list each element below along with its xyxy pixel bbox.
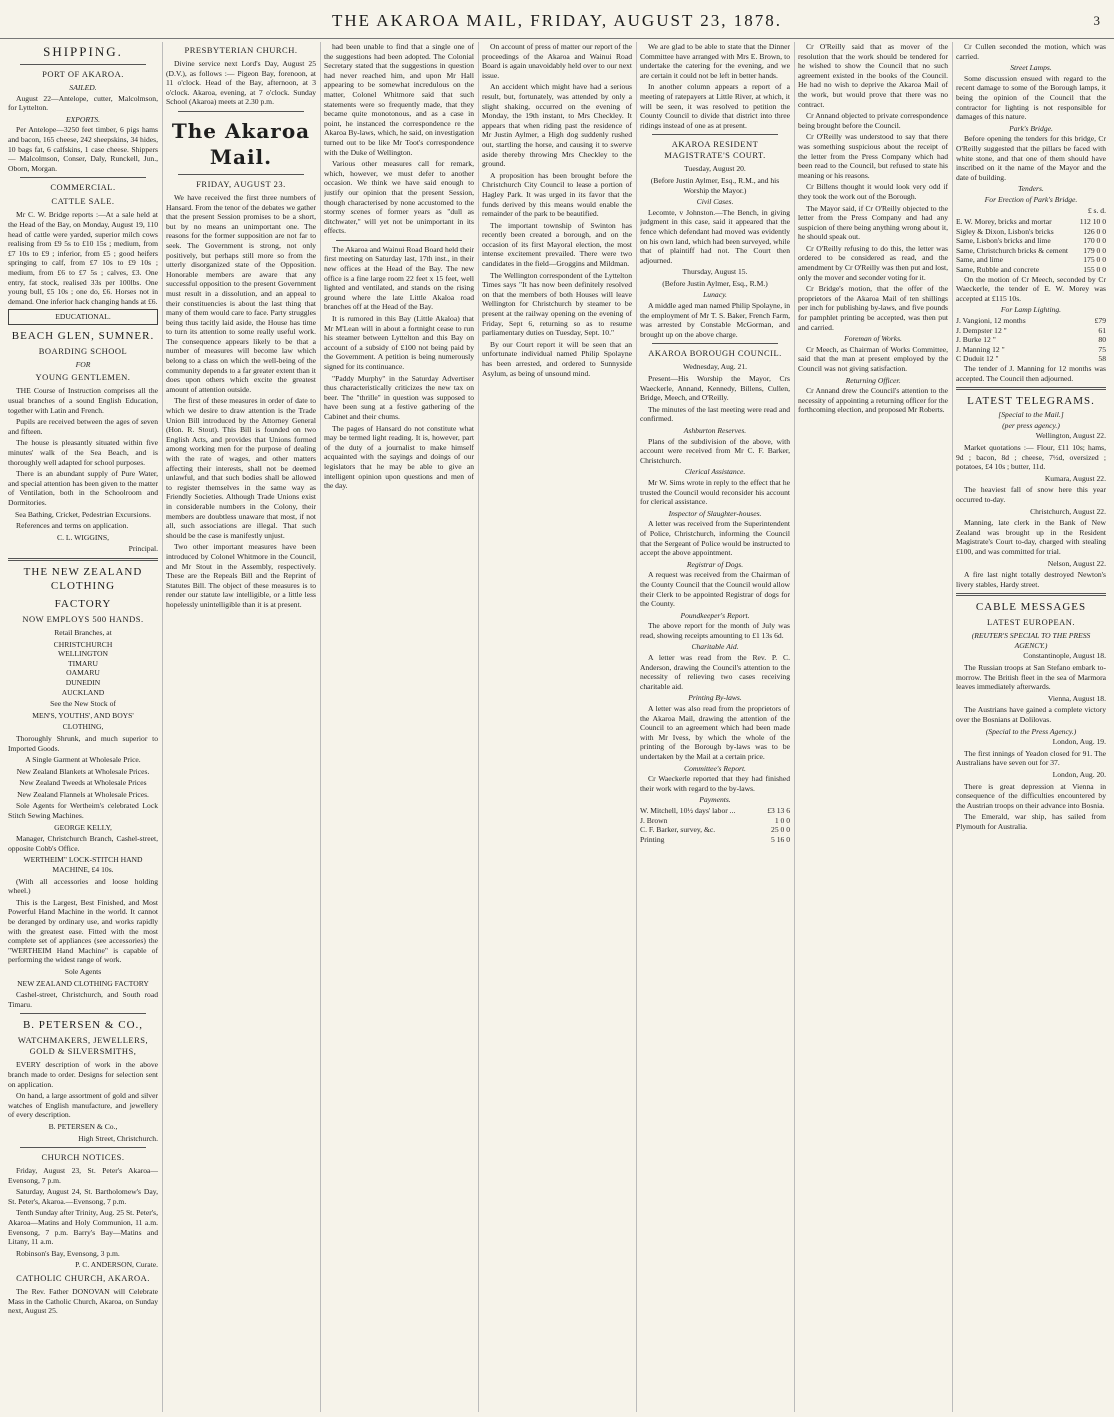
divider (652, 343, 778, 344)
mens-clothing: MEN'S, YOUTHS', AND BOYS' (32, 710, 134, 720)
divider (20, 64, 146, 65)
lamp-value: 75 (1098, 344, 1106, 354)
payment-row (640, 816, 790, 826)
tender-label: Same, and lime (956, 255, 1004, 265)
port-heading: PORT OF AKAROA. (42, 69, 124, 79)
col4-text6: By our Court report it will be seen that an unfortunate individual named Philip Spolayne has been arrested, and ordered to Sunnyside Asylum, as being of unsound mind. (482, 339, 632, 378)
cattle-heading: CATTLE SALE. (51, 196, 115, 207)
beach-p4: There is an abundant supply of Pure Water, and special attention has been given to the matter of Ventilation, both in the Schoolroom and Dormitories. (8, 469, 158, 507)
christchurch-dateline: Christchurch, August 22. (1030, 506, 1106, 516)
parks-heading: Park's Bridge. (1009, 123, 1053, 133)
tender-row (956, 265, 1106, 275)
column-7 (956, 42, 1110, 1412)
presby-heading: PRESBYTERIAN CHURCH. (184, 45, 298, 55)
col4-text4: The important township of Swinton has recently been created a borough, and on the occasion of its first Mayoral election, the most intense excitement prevailed. There were two candidates in the field—Groggins and Mildman. (482, 220, 632, 269)
payment-label: J. Brown (640, 815, 668, 825)
nelson-dateline: Nelson, August 22. (1047, 558, 1106, 568)
masthead-title: THE AKAROA MAIL, FRIDAY, AUGUST 23, 1878. (331, 11, 783, 30)
payment-label: Printing (640, 834, 665, 844)
london-text-1: The first innings of Yeadon closed for 91. The Australians have seven out for 37. (956, 748, 1106, 768)
tender-row (956, 217, 1106, 227)
lamp-row (956, 326, 1106, 336)
foreman-heading: Foreman of Works. (844, 334, 902, 344)
tender-row (956, 246, 1106, 256)
payment-value: 1 0 0 (774, 815, 790, 825)
column-1 (8, 42, 163, 1412)
leader-p3: Two other important measures have been introduced by Colonel Whitmore in the Council, and Mr Stout in the Assembly, respectively. These are the Repeals Bill and the Reprint of Statutes Bill. The object of these measures is to render our statute law intelligible, or a little less hopelessly unintelligible than it is at present. (166, 542, 316, 609)
cable-heading: CABLE MESSAGES (975, 601, 1087, 614)
lamp-value: 58 (1098, 354, 1106, 364)
latest-telegrams-heading: LATEST TELEGRAMS. (967, 395, 1095, 408)
col3-text3: The Akaroa and Wainui Road Board held their first meeting on Saturday last, 17th inst., in their new offices at the Head of the Bay. The new office is a fine large room 22 feet x 15 feet, well lighted and ventilated, and stands on the rising ground where the late Little Akaloa road branches off at the Head of the Bay. (324, 244, 474, 312)
committee-text: Cr Waeckerle reported that they had finished their work with regard to the by-laws. (640, 774, 790, 793)
press-agency-label: (per press agency.) (1002, 420, 1060, 430)
tenders-sub: For Erection of Park's Bridge. (984, 194, 1078, 204)
foreman-text: Cr Meech, as Chairman of Works Committee, said that the man at present employed by the Council was not giving satisfaction. (798, 344, 948, 373)
divider (956, 387, 1106, 390)
tender-label: Same, Christchurch bricks & cement (956, 245, 1068, 255)
tender-label: Same, Rubble and concrete (956, 265, 1040, 275)
sea-bathing: Sea Bathing, Cricket, Pedestrian Excursions. (14, 509, 152, 519)
divider (178, 174, 304, 175)
petersen-sub: WATCHMAKERS, JEWELLERS, GOLD & SILVERSMITHS, (17, 1035, 149, 1057)
church-notices-heading: CHURCH NOTICES. (41, 1152, 125, 1163)
col7-text1: Cr Cullen seconded the motion, which was carried. (956, 42, 1106, 61)
tender-value: 155 0 0 (1083, 265, 1106, 275)
payment-value: 25 0 0 (771, 825, 790, 835)
lamp-row (956, 345, 1106, 355)
lamp-label: J. Vangioni, 12 months (956, 316, 1026, 326)
branch-list: CHRISTCHURCH WELLINGTON TIMARU OAMARU DUNEDIN AUCKLAND (53, 639, 113, 697)
col6-text2: Cr Annand objected to private correspondence being brought before the Council. (798, 111, 948, 130)
london-dateline-2: London, Aug. 20. (1052, 770, 1106, 779)
col6-text4: Cr Billens thought it would look very odd if they took the work out of the Borough. (798, 182, 948, 201)
lamp-value: £79 (1094, 316, 1106, 326)
tender-value: 170 0 0 (1083, 236, 1106, 246)
col6-text6: Cr O'Reilly refusing to do this, the letter was ordered to be considered as read, and the amendment by Cr O'Reilly was then put and lost, only the mover and seconder voting for it. (798, 243, 948, 282)
court-date-2: Thursday, August 15. (682, 267, 748, 277)
vienna-dateline: Vienna, August 18. (1047, 693, 1106, 703)
tender-value: 126 0 0 (1083, 226, 1106, 236)
wellington-dateline: Wellington, August 22. (1035, 431, 1106, 441)
payment-label: C. F. Barker, survey, &c. (640, 825, 716, 835)
church-p3: Tenth Sunday after Trinity, Aug. 25 St. Peter's, Akaroa—Matins and Holy Communion, 11 a.m. Evensong, 7 p.m. Barry's Bay—Matins and Litany, 11 a.m. (8, 1208, 158, 1247)
divider (336, 240, 462, 241)
lamp-heading: For Lamp Lighting. (1000, 305, 1062, 315)
charitable-heading: Charitable Aid. (691, 642, 739, 652)
street-heading: Street Lamps. (1010, 63, 1052, 73)
lamp-value: 61 (1098, 325, 1106, 335)
registrar-text: A request was received from the Chairman of the County Council that the Council would allow their Clerk to be appointed Registrar of dogs for the County. (640, 570, 790, 609)
divider (20, 1147, 146, 1148)
kelly: GEORGE KELLY, (54, 822, 112, 832)
latest-european-heading: LATEST EUROPEAN. (986, 617, 1076, 628)
wellington-text: Market quotations :— Flour, £11 10s; hams, 9d ; bacon, 8d ; cheese, 7½d, oversized ; potatoes, £4 10s ; butter, 11d. (956, 442, 1106, 472)
clothing: CLOTHING, (62, 722, 104, 732)
boarding-heading: BOARDING SCHOOL (38, 345, 128, 356)
lunacy-text: A middle aged man named Philip Spolayne, in the employment of Mr T. S. Baker, French Farm, was arrested by Constable McGorman, and brought up on the above charge. (640, 301, 790, 339)
column-3 (324, 42, 479, 1412)
finished: This is the Largest, Best Finished, and Most Powerful Hand Machine in the world. It cannot be deranged by ordinary use, and works rapidly with the greatest ease. Fitted with the most complete set of appliances (see accessories) the "WERTHEIM Hand Machine" is capable of performing the widest range of work. (8, 897, 158, 965)
lamp-row (956, 316, 1106, 326)
divider (956, 593, 1106, 596)
borough-date: Wednesday, Aug. 21. (682, 362, 748, 372)
const-dateline: Constantinople, August 18. (1023, 651, 1106, 661)
church-p1: Friday, August 23, St. Peter's Akaroa—Evensong, 7 p.m. (8, 1166, 158, 1185)
nz-title-2: FACTORY (54, 597, 112, 610)
beach-title: BEACH GLEN, SUMNER. (11, 329, 155, 342)
nzcf: NEW ZEALAND CLOTHING FACTORY (17, 978, 149, 988)
clerical-text: Mr W. Sims wrote in reply to the effect that he trusted the Council would reconsider his account for clerical assistance. (640, 477, 790, 507)
lamp-end: The tender of J. Manning for 12 months was accepted. The Council then adjourned. (956, 364, 1106, 383)
retail-branches: Retail Branches, at (54, 627, 112, 637)
printing-text: A letter was also read from the proprietors of the Akaroa Mail, drawing the attention of the Council to an agreement which had been made with Mr Ivess, by which the whole of the printing of the Borough by-laws was to be undertaken by the Mail at a certain price. (640, 704, 790, 761)
special-label: [Special to the Mail.] (998, 410, 1064, 420)
divider (652, 134, 778, 135)
court-bench: (Before Justin Aylmer, Esq., R.M., and his Worship the Mayor.) (650, 175, 780, 195)
kumara-text: The heaviest fall of snow here this year occurred to-day. (956, 485, 1106, 504)
commercial-heading: COMMERCIAL. (50, 182, 116, 193)
borough-text: The minutes of the last meeting were read and confirmed. (640, 404, 790, 424)
tender-row (956, 236, 1106, 246)
kumara-dateline: Kumara, August 22. (1044, 473, 1106, 483)
single-garment: A Single Garment at Wholesale Price. (25, 755, 141, 765)
payments-heading: Payments. (699, 795, 731, 805)
ashburton-heading: Ashburton Reserves. (683, 426, 747, 435)
beach-p2: Pupils are received between the ages of seven and fifteen. (8, 417, 158, 436)
tender-label: Same, Lisbon's bricks and lime (956, 236, 1051, 246)
court-date: Tuesday, August 20. (684, 164, 746, 174)
court-bench-2: (Before Justin Aylmer, Esq., R.M.) (662, 278, 768, 288)
divider (8, 558, 158, 561)
clerical-heading: Clerical Assistance. (684, 467, 746, 477)
lamp-text: On the motion of Cr Meech, seconded by Cr Waeckerle, the tender of E. W. Morey was accepted at £115 10s. (956, 274, 1106, 303)
col3-text5: "Paddy Murphy" in the Saturday Advertiser thus characteristically criticizes the new tax on beer. The "thrille" in question was supposed to have been sung at a festive gathering of the Cabinet and their chums. (324, 373, 474, 421)
civil-heading: Civil Cases. (696, 197, 734, 207)
borough-title: AKAROA BOROUGH COUNCIL. (648, 348, 782, 359)
church-p2: Saturday, August 24, St. Bartholomew's Day, St. Peter's, Akaroa.—Evensong, 7 p.m. (8, 1187, 158, 1206)
tender-column-head: £ s. d. (1087, 205, 1106, 215)
col6-text5: The Mayor said, if Cr O'Reilly objected to the letter from the Press Company and had any suspicion of there being anything wrong about it, he should speak out. (798, 203, 948, 242)
catholic-text: The Rev. Father DONOVAN will Celebrate Mass in the Catholic Church, Akaroa, on Sunday next, August 25. (8, 1287, 158, 1316)
wertheim-machine: WERTHEIM" LOCK-STITCH HAND MACHINE, £4 10s. (23, 855, 143, 875)
inspector-heading: Inspector of Slaughter-houses. (668, 508, 762, 518)
dateline: FRIDAY, AUGUST 23. (196, 178, 286, 189)
civil-text: Lecomte, v Johnston.—The Bench, in giving judgment in this case, said it appeared that the fence which defendant had moved was evidently on his own land, which had been surveyed, while that of plaintiff had not. The Court then adjourned. (640, 207, 790, 265)
column-2 (166, 42, 321, 1412)
vienna-text: The Austrians have gained a complete victory over the Bosnians at Dolilovas. (956, 705, 1106, 725)
sailed-text: August 22—Antelope, cutter, Malcolmson, for Lyttelton. (8, 93, 158, 113)
lamp-label: J. Manning 12 " (956, 344, 1005, 354)
tender-value: 175 0 0 (1083, 255, 1106, 265)
tenders-heading: Tenders. (1018, 184, 1044, 194)
petersen-addr: High Street, Christchurch. (78, 1133, 158, 1143)
col6-text1: Cr O'Reilly said that as mover of the resolution that the work should be tendered for he wished to show the Council that no such agreement existed in the books of the Council. He had no wish to deprive the Akaroa Mail of the work, but would prove that there was no contract. (798, 42, 948, 109)
printing-heading: Printing By-laws. (688, 693, 742, 703)
ashburton-text: Plans of the subdivision of the above, with account were received from Mr C. F. Barker, Christchurch. (640, 436, 790, 465)
cattle-text: Mr C. W. Bridge reports :—At a sale held at the Head of the Bay, on Monday, August 19, 110 head of cattle were yarded, superior milch cows realising from £9 5s to £10 15s ; medium, from £7 10s to £9 ; inferior, from £5 ; good heifers springing to calf, from £7 10s to £9 10s ; medium, from £6 to £7 5s ; calves, £3. One entry, fat stock, realised 33s per 100lbs. One young bull, £5 10s ; one do, £6. Horses not in demand. One inferior hack changing hands at £6. (8, 210, 158, 306)
returning-text: Cr Annand drew the Council's attention to the necessity of appointing a returning officer for the forthcoming election, and proposed Mr Roberts. (798, 386, 948, 415)
divider (20, 1013, 146, 1014)
young-heading: YOUNG GENTLEMEN. (35, 372, 131, 383)
col3-text6: The pages of Hansard do not constitute what may be termed light reading. It is, however, part of the duty of a journalist to make himself acquainted with the sayings and doings of our legislators that he may be able to give an intelligent opinion upon questions and men of the day. (324, 423, 474, 491)
col3-text1: had been unable to find that a single one of the suggestions had been adopted. The Colonial Secretary stated that the suggestions in question had never reached him, and upon Mr Hall appearing to be somewhat incredulous on the matter, Colonel Whitmore said that such statements were so frequently made, that they became quite monotonous, and as a case in point, he instanced the correspondence re the Akaroa By-laws, which, he said, on investigation turned out to be like Mr Toot's correspondence with the Duke of Wellington. (324, 42, 474, 157)
borough-present: Present—His Worship the Mayor, Crs Waeckerle, Annand, Kennedy, Billens, Cullen, Bridge, Meech, and O'Reilly. (640, 374, 790, 403)
tender-row (956, 255, 1106, 265)
payment-row (640, 806, 790, 816)
tender-value: 112 10 0 (1079, 217, 1106, 227)
payment-row (640, 835, 790, 845)
signed: C. L. WIGGINS, (57, 532, 109, 542)
masthead (0, 6, 1114, 39)
poundkeeper-heading: Poundkeeper's Report. (680, 610, 750, 620)
col4-text3: A proposition has been brought before the Christchurch City Council to lease a portion of Hagley Park. It was urged in its favor that the funds derived by this means would enable the remainder of the park to be beautified. (482, 170, 632, 219)
tweeds: New Zealand Tweeds at Wholesale Prices (19, 778, 147, 788)
beach-p3: The house is pleasantly situated within five minutes' walk of the Sea Beach, and is thoroughly well adapted for school purposes. (8, 438, 158, 467)
col4-text5: The Wellington correspondent of the Lyttelton Times says "It has now been definitely resolved on that the members of both Houses will leave Wellington for Christchurch by steamer to be present at the railway opening on the evening of Friday, Sept 6, returning so as to resume parliamentary duties on Tuesday, Sept. 10." (482, 270, 632, 338)
for-label: FOR (75, 359, 91, 369)
column-5 (640, 42, 795, 1412)
christchurch-text: Manning, late clerk in the Bank of New Zealand was brought up in the Resident Magistrate's Court to-day, charged with stealing £100, and was committed for trial. (956, 518, 1106, 556)
leader-p1: We have received the first three numbers of Hansard. From the tenor of the debates we gather that the present Session promises to be a short, but by no means an unimportant one. The reasons for the former supposition are not far to seek. The Government is strong, not only positively, but perhaps still more so from the utterly disorganized state of the Opposition. Honorable members are aware that any successful opposition to the present Government must result in a dissolution, and an appeal to their constituencies is about the last thing that many of them would care to face. Party struggles being thus tacitly laid aside, the House has time to turn its attention to some really useful work. The consequence appears likely to be that a number of measures will become law which belong to a class on which the well-being of the community depends to a far greater extent than it does upon others which excite the greatest amount of attention outside. (166, 192, 316, 394)
lamp-value: 80 (1098, 335, 1106, 345)
lamp-row (956, 335, 1106, 345)
see-stock: See the New Stock of (50, 699, 116, 709)
presby-text: Divine service next Lord's Day, August 25 (D.V.), as follows :— Pigeon Bay, forenoon, at 11 o'clock. Head of the Bay, afternoon, at 3 o'clock. Akaroa, evening, at 7 o'clock. Sunday School (Akaroa) meets at 2.30 p.m. (166, 59, 316, 107)
kelly-role: Manager, Christchurch Branch, Cashel-street, opposite Cobb's Office. (8, 834, 158, 853)
accessories: (With all accessories and loose holding wheel.) (8, 876, 158, 896)
poundkeeper-text: The above report for the month of July was read, showing receipts amounting to £1 13s 6d. (640, 621, 790, 640)
beach-p1: THE Course of Instruction comprises all the usual branches of a sound English Education, together with Latin and French. (8, 386, 158, 415)
col5-text1: We are glad to be able to state that the Dinner Committee have arranged with Mrs E. Brown, to undertake the catering for the evening, and we are certain it could not be left in better hands. (640, 42, 790, 80)
catholic-heading: CATHOLIC CHURCH, AKAROA. (16, 1273, 150, 1284)
page-number: 3 (1093, 13, 1100, 28)
divider (178, 111, 304, 112)
principal: Principal. (128, 544, 158, 554)
nzcf-addr: Cashel-street, Christchurch, and South road Timaru. (8, 990, 158, 1009)
court-title: AKAROA RESIDENT MAGISTRATE'S COURT. (664, 139, 766, 161)
lamp-label: C Duduit 12 " (956, 354, 999, 364)
lamp-row (956, 354, 1106, 364)
payment-value: £3 13 6 (767, 805, 790, 815)
payment-label: W. Mitchell, 10½ days' labor ... (640, 805, 736, 815)
sole-agents: Sole Agents (64, 966, 102, 976)
col6-text7: Cr Bridge's motion, that the offer of the proprietors of the Akaroa Mail of ten shillings per inch for publishing by-laws, and five pounds for pamphlet printing be accepted, was then put and carried. (798, 284, 948, 332)
tender-value: 179 0 0 (1083, 245, 1106, 255)
committee-heading: Committee's Report. (684, 763, 746, 773)
nz-employ: NOW EMPLOYS 500 HANDS. (22, 613, 144, 624)
nz-title-1: THE NEW ZEALAND CLOTHING (23, 565, 143, 592)
london-text-2: There is great depression at Vienna in consequence of the difficulties encountered by the Austrian troops on their advance into Bosnia. (956, 781, 1106, 810)
wertheim-agents: Sole Agents for Wertheim's celebrated Lock Stitch Sewing Machines. (8, 801, 158, 821)
col3-text4: It is rumored in this Bay (Little Akaloa) that Mr M'Lean will in about a fortnight cease to run his steamer between Lyttelton and this Bay on account of a subsidy of £100 not being paid by the Government. A petition is being numerously signed for its continuance. (324, 314, 474, 371)
inspector-text: A letter was received from the Superintendent of Police, Christchurch, informing the Council that the Sergeant of Police would be instructed to accept the above appointment. (640, 519, 790, 558)
end-text: The Emerald, war ship, has sailed from Plymouth for Australia. (956, 812, 1106, 831)
returning-heading: Returning Officer. (845, 375, 901, 385)
shrunk: Thoroughly Shrunk, and much superior to Imported Goods. (8, 733, 158, 753)
church-p4: Robinson's Bay, Evensong, 3 p.m. (16, 1248, 120, 1258)
nelson-text: A fire last night totally destroyed Newton's livery stables, Hardy street. (956, 570, 1106, 589)
divider (20, 177, 146, 178)
lamp-label: J. Dempster 12 " (956, 325, 1007, 335)
parks-text: Before opening the tenders for this bridge, Cr O'Reilly suggested that the pillars be faced with white stone, and that one of them should have inscribed on it the name of the Mayor and the date of building. (956, 134, 1106, 182)
tender-row (956, 227, 1106, 237)
col6-text3: Cr O'Reilly was understood to say that there was something suspicious about the receipt of the letter from the Press Company which had been read to the Council, but refused to state his meaning or his reasons. (798, 132, 948, 180)
exports-heading: EXPORTS. (66, 114, 100, 124)
const-text: The Russian troops at San Stefano embark to-morrow. The British fleet in the sea of Marmora leaves immediately afterwards. (956, 663, 1106, 692)
lamp-label: J. Burke 12 " (956, 335, 996, 345)
column-6 (798, 42, 953, 1412)
col3-text2: Various other measures call for remark, which, however, we must defer to another occasion. We think we have said enough to justify our opinion that the present Session, though characterised by none accustomed to the stormy scenes of former years as "dull as ditchwater," will yet not be unimportant in its effects. (324, 159, 474, 236)
payment-value: 5 16 0 (771, 834, 790, 844)
street-text: Some discussion ensued with regard to the recent damage to some of the Borough lamps, it being the opinion of the Council that the contractor for lighting is not responsible for damages of this nature. (956, 73, 1106, 122)
petersen-title: B. PETERSEN & CO., (22, 1019, 144, 1032)
reuter-label: (REUTER'S SPECIAL TO THE PRESS AGENCY.) (971, 631, 1091, 650)
lunacy-heading: Lunacy. (703, 290, 727, 300)
leader-p2: The first of these measures in order of date to which we desire to draw attention is the Trade Union Bill introduced by the Attorney General (Hon. R. Stout). This Bill is founded on two English Acts, and provides that Unions formed among working men for the purpose of dealing with the rate of wages, and other matters affecting their interests, shall not be deemed unlawful, and that such bodies shall be allowed to register themselves in the same way as Friendly Societies. Although Trade Unions exist in considerable numbers in the Colony, their members are doubtless unaware that most, if not all, such associations are illegal. That such should be the case is manifestly unjust. (166, 396, 316, 540)
educational-box: EDUCATIONAL. (8, 309, 158, 325)
column-4 (482, 42, 637, 1412)
tender-label: Sigley & Dixon, Lisbon's bricks (956, 226, 1054, 236)
payment-row (640, 825, 790, 835)
charitable-text: A letter was read from the Rev. P. C. Anderson, drawing the Council's attention to the necessity of relieving two cases receiving charitable aid. (640, 653, 790, 691)
london-dateline-1: London, Aug. 19. (1052, 737, 1106, 747)
col4-text1: On account of press of matter our report of the proceedings of the Akaroa and Wainui Road Board is again unavoidably held over to our next issue. (482, 42, 632, 80)
references: References and terms on application. (16, 521, 129, 531)
petersen-p1: EVERY description of work in the above branch made to order. Designs for selection sent on application. (8, 1060, 158, 1089)
petersen-p2: On hand, a large assortment of gold and silver watches of English manufacture, and jewellery of every description. (8, 1091, 158, 1120)
registrar-heading: Registrar of Dogs. (686, 559, 744, 569)
flannels: New Zealand Flannels at Wholesale Prices. (17, 789, 149, 799)
tender-label: E. W. Morey, bricks and mortar (956, 217, 1052, 227)
sailed-heading: SAILED. (69, 83, 97, 92)
blankets: New Zealand Blankets at Wholesale Prices. (16, 766, 150, 776)
col5-text2: In another column appears a report of a meeting of ratepayers at Little River, at which, it will be seen, it was resolved to petition the County Council to divide that district into three ridings instead of one as at present. (640, 82, 790, 130)
petersen-sig: B. PETERSEN & Co., (48, 1121, 118, 1131)
shipping-heading: SHIPPING. (43, 44, 123, 59)
special-label-2: (Special to the Press Agency.) (985, 726, 1077, 736)
nameplate: The Akaroa Mail. (171, 118, 311, 169)
exports-text: Per Antelope—3250 feet timber, 6 pigs hams and bacon, 165 cheese, 242 sheepskins, 34 hides, 10 bags fat, 6 calfskins, 1 case cheese. Shippers — Malcolmson, Conser, Daly, Runckell, Jun., Oborn, Morgan. (8, 125, 158, 173)
church-sig: P. C. ANDERSON, Curate. (75, 1260, 158, 1270)
col4-text2: An accident which might have had a serious result, but, fortunately, was attended by only a slight shaking, occurred on the evening of Monday, the 19th instant, to Mrs Checkley. It appears that when riding past the residence of Mr Justin Aylmer, a High dog suddenly rushed out, startling the horse, and causing it to swerve aside thereby throwing Mrs Checkley to the ground. (482, 82, 632, 169)
